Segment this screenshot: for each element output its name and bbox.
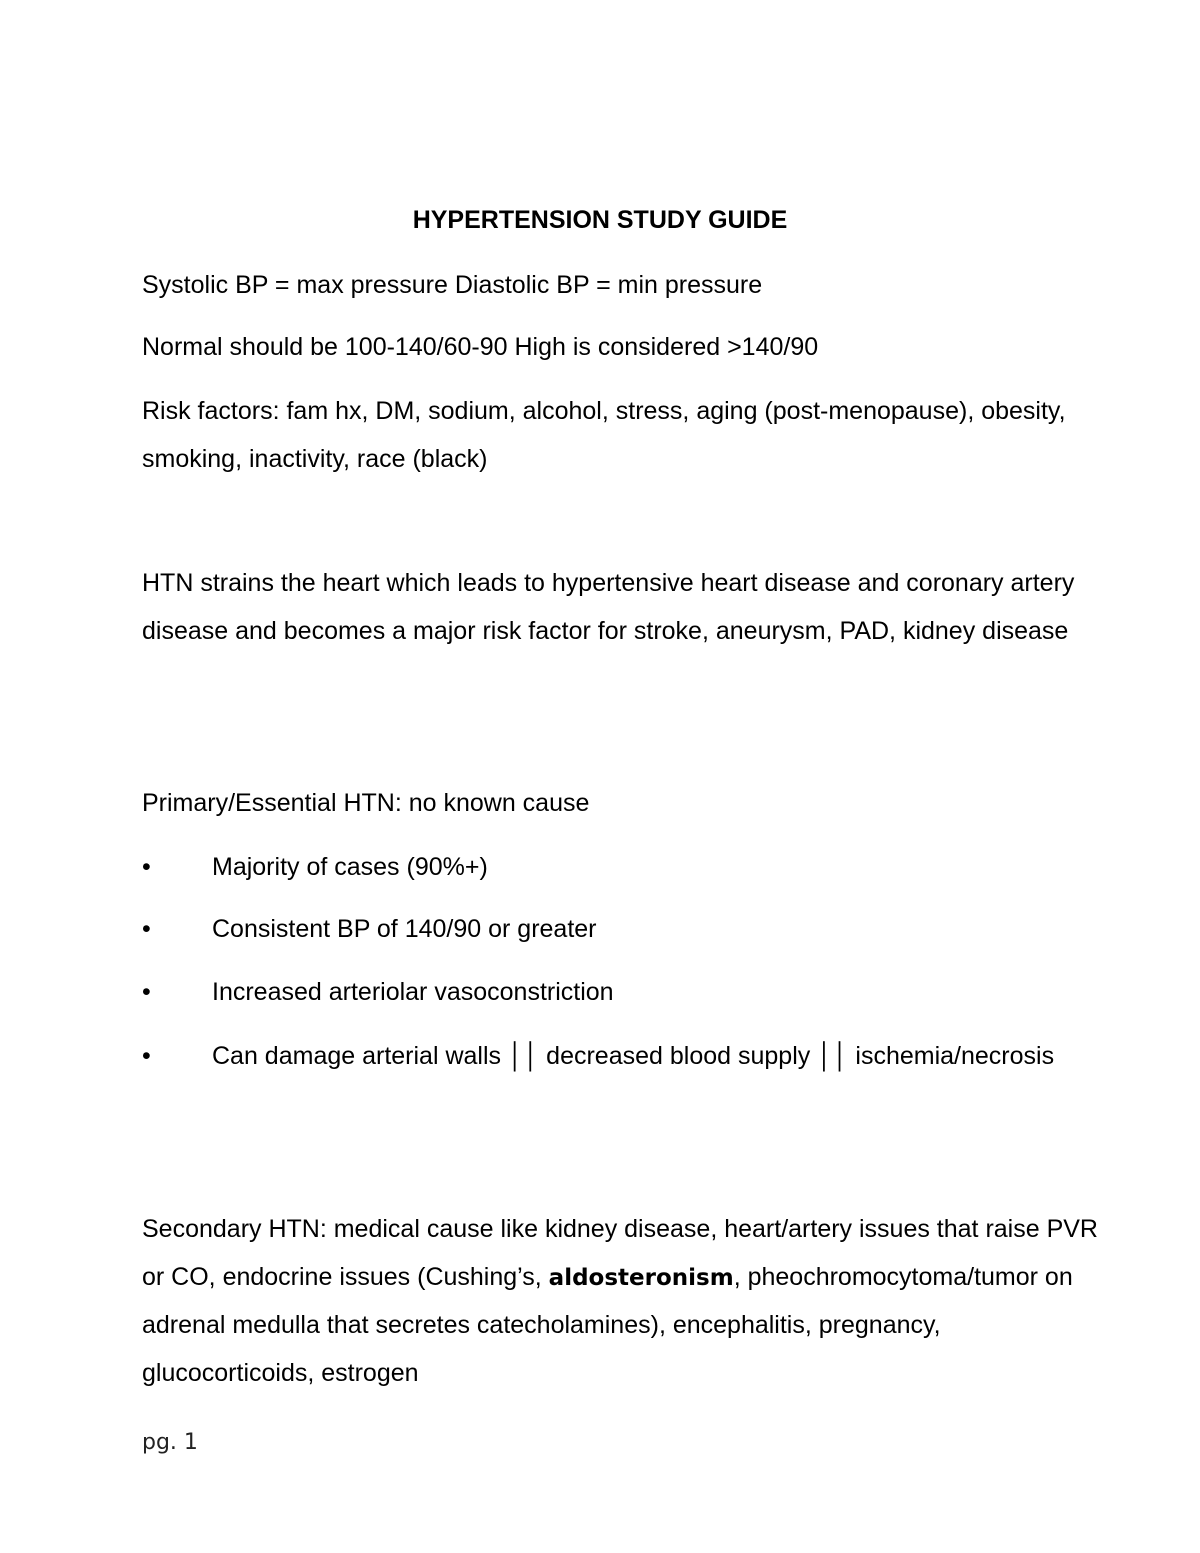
normal-range: Normal should be 100-140/60-90 High is considered >140/90: [142, 333, 819, 361]
bullet-icon: •: [142, 1042, 151, 1070]
list-item-text: Can damage arterial walls ││ decreased blood supply ││ ischemia/necrosis: [212, 1042, 1055, 1070]
document-title: HYPERTENSION STUDY GUIDE: [412, 206, 788, 234]
bullet-icon: •: [142, 978, 151, 1006]
list-item-text: Consistent BP of 140/90 or greater: [212, 915, 597, 943]
bp-definition: Systolic BP = max pressure Diastolic BP = min pressure: [142, 271, 763, 299]
risk-factors: Risk factors: fam hx, DM, sodium, alcohol, stress, aging (post-menopause), obesity, smoking, inactivity, race (black): [142, 397, 1066, 473]
list-item-text: Majority of cases (90%+): [212, 853, 488, 881]
secondary-htn-text-end: , pheochromocytoma/tumor on adrenal medulla that secretes catecholamines), encephalitis, pregnancy, glucocorticoids, estrogen: [142, 1262, 1073, 1387]
htn-strain-paragraph: HTN strains the heart which leads to hypertensive heart disease and coronary artery disease and becomes a major risk factor for stroke, aneurysm, PAD, kidney disease: [142, 569, 1075, 645]
secondary-htn-text-start: Secondary HTN: medical cause like kidney disease, heart/artery issues that raise PVR or CO, endocrine issues (Cushing’s,: [142, 1215, 1098, 1291]
primary-htn-heading: Primary/Essential HTN: no known cause: [142, 789, 590, 817]
list-item-text: Increased arteriolar vasoconstriction: [212, 978, 614, 1006]
page-number: pg. 1: [142, 1430, 198, 1455]
bullet-icon: •: [142, 853, 151, 881]
list-item: [142, 906, 1102, 954]
list-item: [142, 1033, 1102, 1081]
list-item: [142, 844, 1102, 892]
bullet-icon: •: [142, 915, 151, 943]
list-item: [142, 969, 1102, 1017]
secondary-htn-bold-term: aldosteronism: [548, 1264, 734, 1291]
secondary-htn-paragraph: [142, 1206, 1102, 1397]
